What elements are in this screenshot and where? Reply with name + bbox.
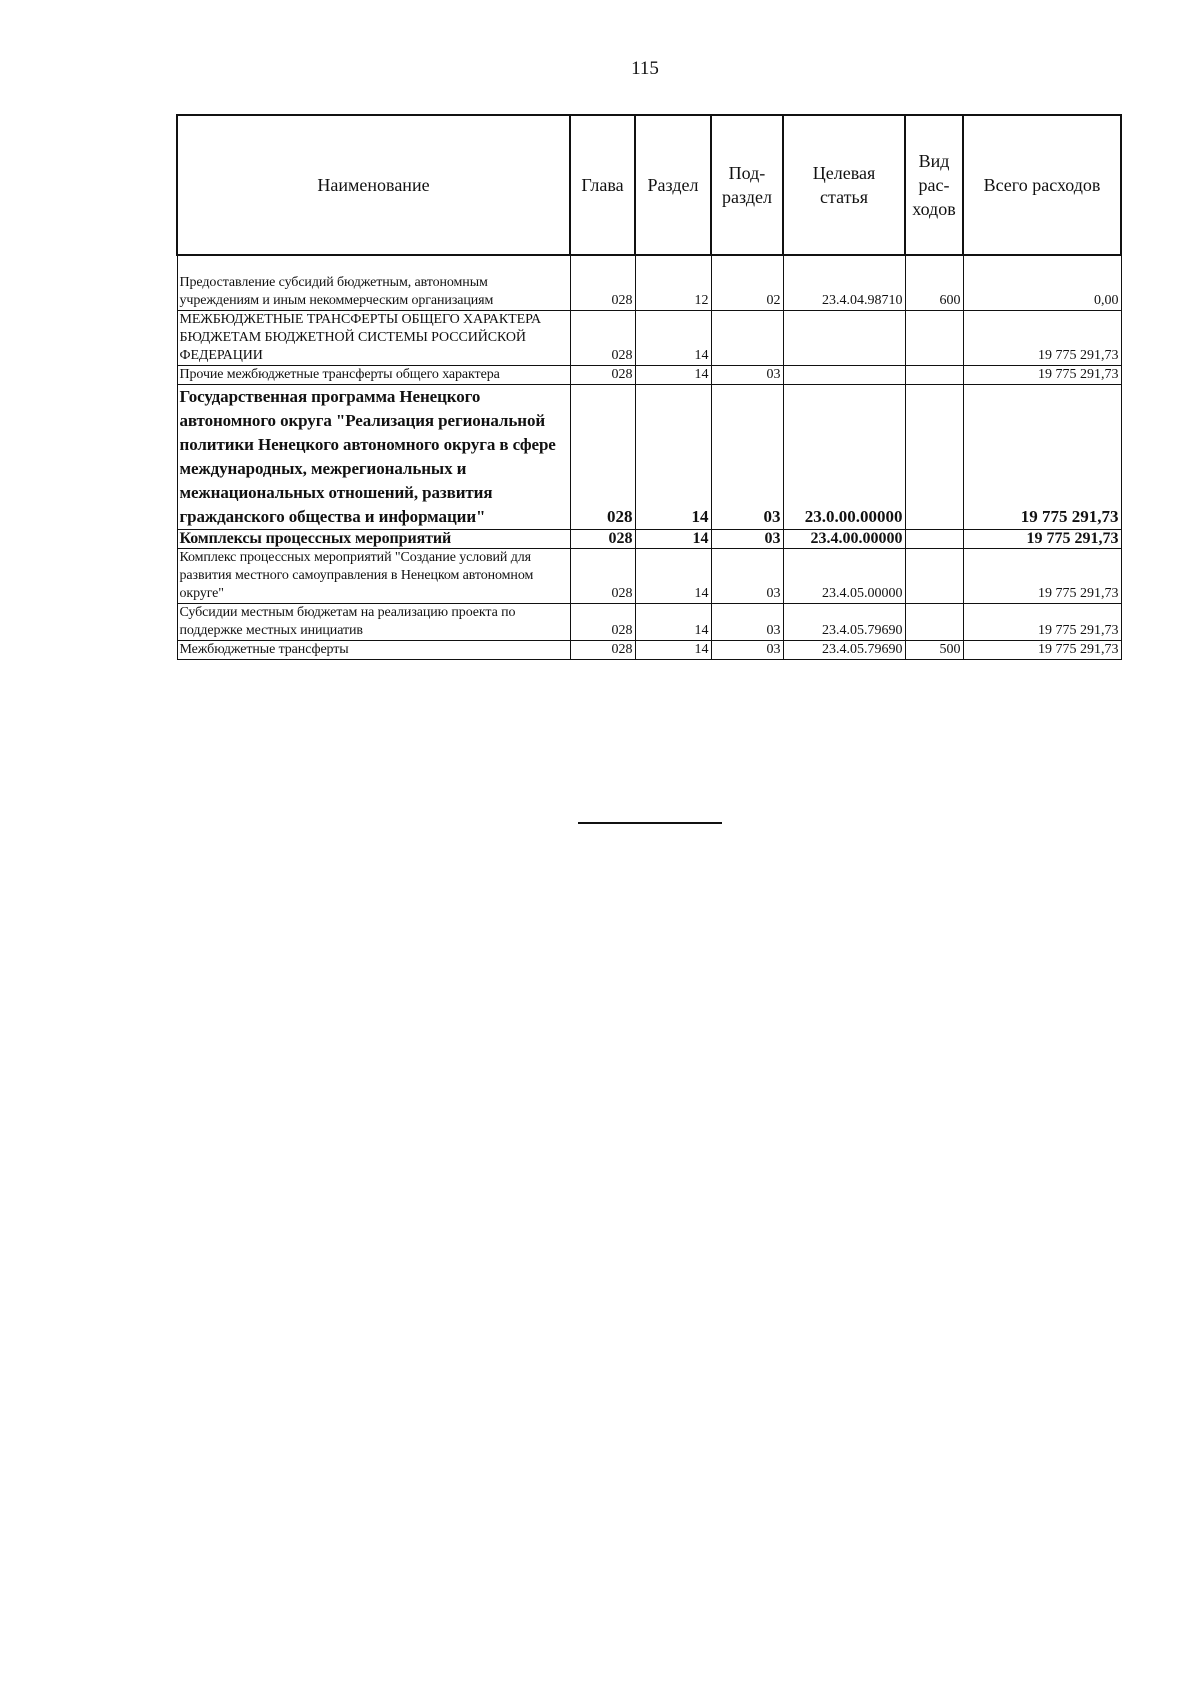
row-expense-type: 600 bbox=[905, 274, 963, 311]
row-section: 14 bbox=[635, 641, 711, 660]
row-expense-type bbox=[905, 604, 963, 641]
header-total: Всего расходов bbox=[963, 115, 1121, 255]
row-name: Межбюджетные трансферты bbox=[177, 641, 570, 660]
row-target-article bbox=[783, 311, 905, 366]
row-subsection: 02 bbox=[711, 274, 783, 311]
row-name: Субсидии местным бюджетам на реализацию проекта по поддержке местных инициатив bbox=[177, 604, 570, 641]
row-target-article: 23.4.00.00000 bbox=[783, 530, 905, 549]
row-expense-type bbox=[905, 311, 963, 366]
row-total: 19 775 291,73 bbox=[963, 604, 1121, 641]
row-expense-type bbox=[905, 385, 963, 530]
table-row bbox=[177, 604, 1121, 641]
header-section: Раздел bbox=[635, 115, 711, 255]
row-total: 19 775 291,73 bbox=[963, 385, 1121, 530]
row-section: 14 bbox=[635, 311, 711, 366]
row-section: 14 bbox=[635, 549, 711, 604]
row-name: Государственная программа Ненецкого автономного округа "Реализация региональной политики Ненецкого автономного округа в сфере международных, межрегиональных и межнациональных отношений, развития гражданского общества и информации" bbox=[177, 385, 570, 530]
row-expense-type: 500 bbox=[905, 641, 963, 660]
row-subsection: 03 bbox=[711, 385, 783, 530]
row-target-article: 23.4.05.00000 bbox=[783, 549, 905, 604]
table-row bbox=[177, 549, 1121, 604]
row-total: 19 775 291,73 bbox=[963, 641, 1121, 660]
table-row bbox=[177, 385, 1121, 530]
row-section: 14 bbox=[635, 366, 711, 385]
header-chapter: Глава bbox=[570, 115, 635, 255]
row-subsection: 03 bbox=[711, 366, 783, 385]
row-chapter: 028 bbox=[570, 385, 635, 530]
row-name: Прочие межбюджетные трансферты общего характера bbox=[177, 366, 570, 385]
row-subsection: 03 bbox=[711, 604, 783, 641]
row-section: 14 bbox=[635, 385, 711, 530]
row-chapter: 028 bbox=[570, 530, 635, 549]
header-expense-type: Вид рас- ходов bbox=[905, 115, 963, 255]
table-row bbox=[177, 641, 1121, 660]
row-chapter: 028 bbox=[570, 604, 635, 641]
row-target-article: 23.4.05.79690 bbox=[783, 641, 905, 660]
row-subsection bbox=[711, 311, 783, 366]
row-total: 19 775 291,73 bbox=[963, 530, 1121, 549]
row-target-article: 23.4.05.79690 bbox=[783, 604, 905, 641]
header-target-article: Целевая статья bbox=[783, 115, 905, 255]
table-spacer-row bbox=[177, 255, 1121, 274]
row-name: МЕЖБЮДЖЕТНЫЕ ТРАНСФЕРТЫ ОБЩЕГО ХАРАКТЕРА БЮДЖЕТАМ БЮДЖЕТНОЙ СИСТЕМЫ РОССИЙСКОЙ ФЕДЕРАЦИИ bbox=[177, 311, 570, 366]
row-chapter: 028 bbox=[570, 274, 635, 311]
row-total: 19 775 291,73 bbox=[963, 311, 1121, 366]
table-header-row bbox=[177, 115, 1121, 255]
row-expense-type bbox=[905, 530, 963, 549]
row-total: 19 775 291,73 bbox=[963, 549, 1121, 604]
row-name: Комплексы процессных мероприятий bbox=[177, 530, 570, 549]
table-row bbox=[177, 530, 1121, 549]
table-row bbox=[177, 366, 1121, 385]
row-expense-type bbox=[905, 549, 963, 604]
row-section: 14 bbox=[635, 530, 711, 549]
row-total: 19 775 291,73 bbox=[963, 366, 1121, 385]
row-subsection: 03 bbox=[711, 530, 783, 549]
header-subsection: Под- раздел bbox=[711, 115, 783, 255]
row-chapter: 028 bbox=[570, 641, 635, 660]
expenditure-table bbox=[176, 114, 1122, 660]
table-row bbox=[177, 311, 1121, 366]
row-name: Комплекс процессных мероприятий "Создание условий для развития местного самоуправления в Ненецком автономном округе" bbox=[177, 549, 570, 604]
row-chapter: 028 bbox=[570, 549, 635, 604]
page-number: 115 bbox=[631, 58, 659, 79]
row-target-article: 23.4.04.98710 bbox=[783, 274, 905, 311]
row-chapter: 028 bbox=[570, 311, 635, 366]
row-total: 0,00 bbox=[963, 274, 1121, 311]
row-subsection: 03 bbox=[711, 549, 783, 604]
row-section: 14 bbox=[635, 604, 711, 641]
row-name: Предоставление субсидий бюджетным, автономным учреждениям и иным некоммерческим организациям bbox=[177, 274, 570, 311]
row-target-article bbox=[783, 366, 905, 385]
row-expense-type bbox=[905, 366, 963, 385]
table-row bbox=[177, 274, 1121, 311]
row-chapter: 028 bbox=[570, 366, 635, 385]
row-section: 12 bbox=[635, 274, 711, 311]
end-of-table-rule bbox=[578, 822, 722, 824]
header-name: Наименование bbox=[177, 115, 570, 255]
row-target-article: 23.0.00.00000 bbox=[783, 385, 905, 530]
row-subsection: 03 bbox=[711, 641, 783, 660]
